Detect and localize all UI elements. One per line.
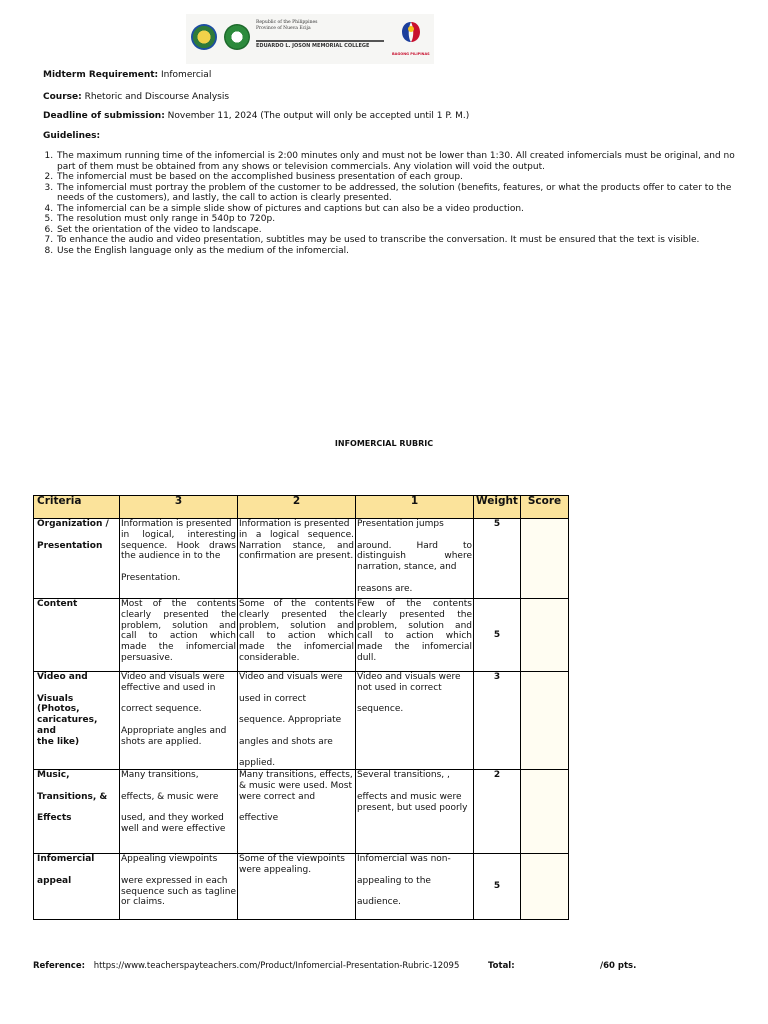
guideline-item: 5. The resolution must only range in 540p to 720p. [56, 214, 756, 225]
weight-cell: 3 [474, 672, 521, 770]
course-label: Course: [43, 92, 82, 102]
midterm-line [43, 70, 211, 81]
criteria-cell: Infomercial appeal [34, 854, 120, 920]
total-value [600, 961, 636, 971]
table-row [34, 770, 569, 854]
deadline-value: November 11, 2024 (The output will only be accepted until 1 P. M.) [164, 111, 470, 121]
table-row [34, 672, 569, 770]
header-weight: Weight [474, 496, 521, 519]
header-line1: Republic of the Philippines [256, 20, 318, 25]
rubric-title: INFOMERCIAL RUBRIC [334, 439, 434, 448]
header-score-3: 3 [120, 496, 238, 519]
level-2-cell: Information is presented in a logical sequence. Narration stance, and confirmation are present. [238, 519, 356, 599]
guideline-item: 6. Set the orientation of the video to landscape. [56, 225, 756, 236]
criteria-cell: Video and Visuals (Photos, caricatures, and the like) [34, 672, 120, 770]
table-row [34, 599, 569, 672]
criteria-cell: Music, Transitions, & Effects [34, 770, 120, 854]
header-score-2: 2 [238, 496, 356, 519]
letterhead [186, 14, 434, 64]
table-row [34, 519, 569, 599]
level-1-cell: Video and visuals were not used in correct sequence. [356, 672, 474, 770]
score-cell [521, 599, 569, 672]
weight-cell: 5 [474, 519, 521, 599]
level-3-cell: Appealing viewpoints were expressed in each sequence such as tagline or claims. [120, 854, 238, 920]
score-cell [521, 519, 569, 599]
criteria-cell: Content [34, 599, 120, 672]
weight-cell: 5 [474, 854, 521, 920]
level-3-cell: Information is presented in logical, interesting sequence. Hook draws the audience in to the Presentation. [120, 519, 238, 599]
table-row [34, 854, 569, 920]
guidelines-list [40, 151, 756, 256]
level-1-cell: Several transitions, , effects and music were present, but used poorly [356, 770, 474, 854]
bagong-pilipinas-text: BAGONG PILIPINAS [392, 52, 430, 56]
course-line [43, 92, 229, 103]
score-cell [521, 854, 569, 920]
table-header-row [34, 496, 569, 519]
reference-line [33, 961, 459, 971]
score-cell [521, 770, 569, 854]
guideline-item: 1. The maximum running time of the infomercial is 2:00 minutes only and must not be lower than 1:30. All created infomercials must be original, and no part of them must be obtained from any shows or television commercials. Any violation will void the output. [56, 151, 756, 172]
college-name: EDUARDO L. JOSON MEMORIAL COLLEGE [256, 43, 370, 49]
level-1-cell: Few of the contents clearly presented the problem, solution and call to action which made the infomercial dull. [356, 599, 474, 672]
province-seal-icon [191, 24, 217, 50]
level-2-cell: Many transitions, effects, & music were used. Most were correct and effective [238, 770, 356, 854]
guidelines-heading [43, 131, 100, 142]
header-line2: Province of Nueva Ecija [256, 26, 311, 31]
header-score-1: 1 [356, 496, 474, 519]
reference-label: Reference: [33, 961, 85, 971]
rubric-table [33, 495, 569, 920]
guideline-item: 8. Use the English language only as the medium of the infomercial. [56, 246, 756, 257]
header-criteria: Criteria [34, 496, 120, 519]
weight-cell: 5 [474, 599, 521, 672]
guidelines-label: Guidelines: [43, 131, 101, 141]
guideline-item: 7. To enhance the audio and video presentation, subtitles may be used to transcribe the conversation. It must be ensured that the text is visible. [56, 235, 756, 246]
total-label [488, 961, 515, 971]
course-value: Rhetoric and Discourse Analysis [81, 92, 230, 102]
total-label-text: Total: [488, 961, 515, 971]
header-rule [256, 40, 384, 42]
college-seal-icon [224, 24, 250, 50]
level-1-cell: Presentation jumps around. Hard to distinguish where narration, stance, and reasons are. [356, 519, 474, 599]
midterm-label: Midterm Requirement: [43, 70, 159, 80]
institution-lines [256, 20, 384, 58]
guideline-item: 4. The infomercial can be a simple slide show of pictures and captions but can also be a video production. [56, 204, 756, 215]
total-value-text: /60 pts. [600, 961, 637, 971]
criteria-cell: Organization / Presentation [34, 519, 120, 599]
score-cell [521, 672, 569, 770]
level-2-cell: Some of the viewpoints were appealing. [238, 854, 356, 920]
level-2-cell: Video and visuals were used in correct sequence. Appropriate angles and shots are applied. [238, 672, 356, 770]
bagong-pilipinas-icon [400, 20, 422, 44]
level-2-cell: Some of the contents clearly presented the problem, solution and call to action which made the infomercial considerable. [238, 599, 356, 672]
level-3-cell: Video and visuals were effective and used in correct sequence. Appropriate angles and shots are applied. [120, 672, 238, 770]
deadline-label: Deadline of submission: [43, 111, 165, 121]
midterm-value: Infomercial [158, 70, 212, 80]
reference-url[interactable]: https://www.teacherspayteachers.com/Product/Infomercial-Presentation-Rubric-12095 [93, 961, 460, 971]
level-1-cell: Infomercial was non- appealing to the audience. [356, 854, 474, 920]
guideline-item: 3. The infomercial must portray the problem of the customer to be addressed, the solution (benefits, features, or what the products offer to cater to the needs of the customers), and lastly, the call to action is clearly presented. [56, 183, 756, 204]
bagong-pilipinas-logo [392, 20, 428, 60]
weight-cell: 2 [474, 770, 521, 854]
deadline-line [43, 111, 469, 122]
level-3-cell: Many transitions, effects, & music were used, and they worked well and were effective [120, 770, 238, 854]
guideline-item: 2. The infomercial must be based on the accomplished business presentation of each group. [56, 172, 756, 183]
header-score: Score [521, 496, 569, 519]
level-3-cell: Most of the contents clearly presented the problem, solution and call to action which made the infomercial persuasive. [120, 599, 238, 672]
